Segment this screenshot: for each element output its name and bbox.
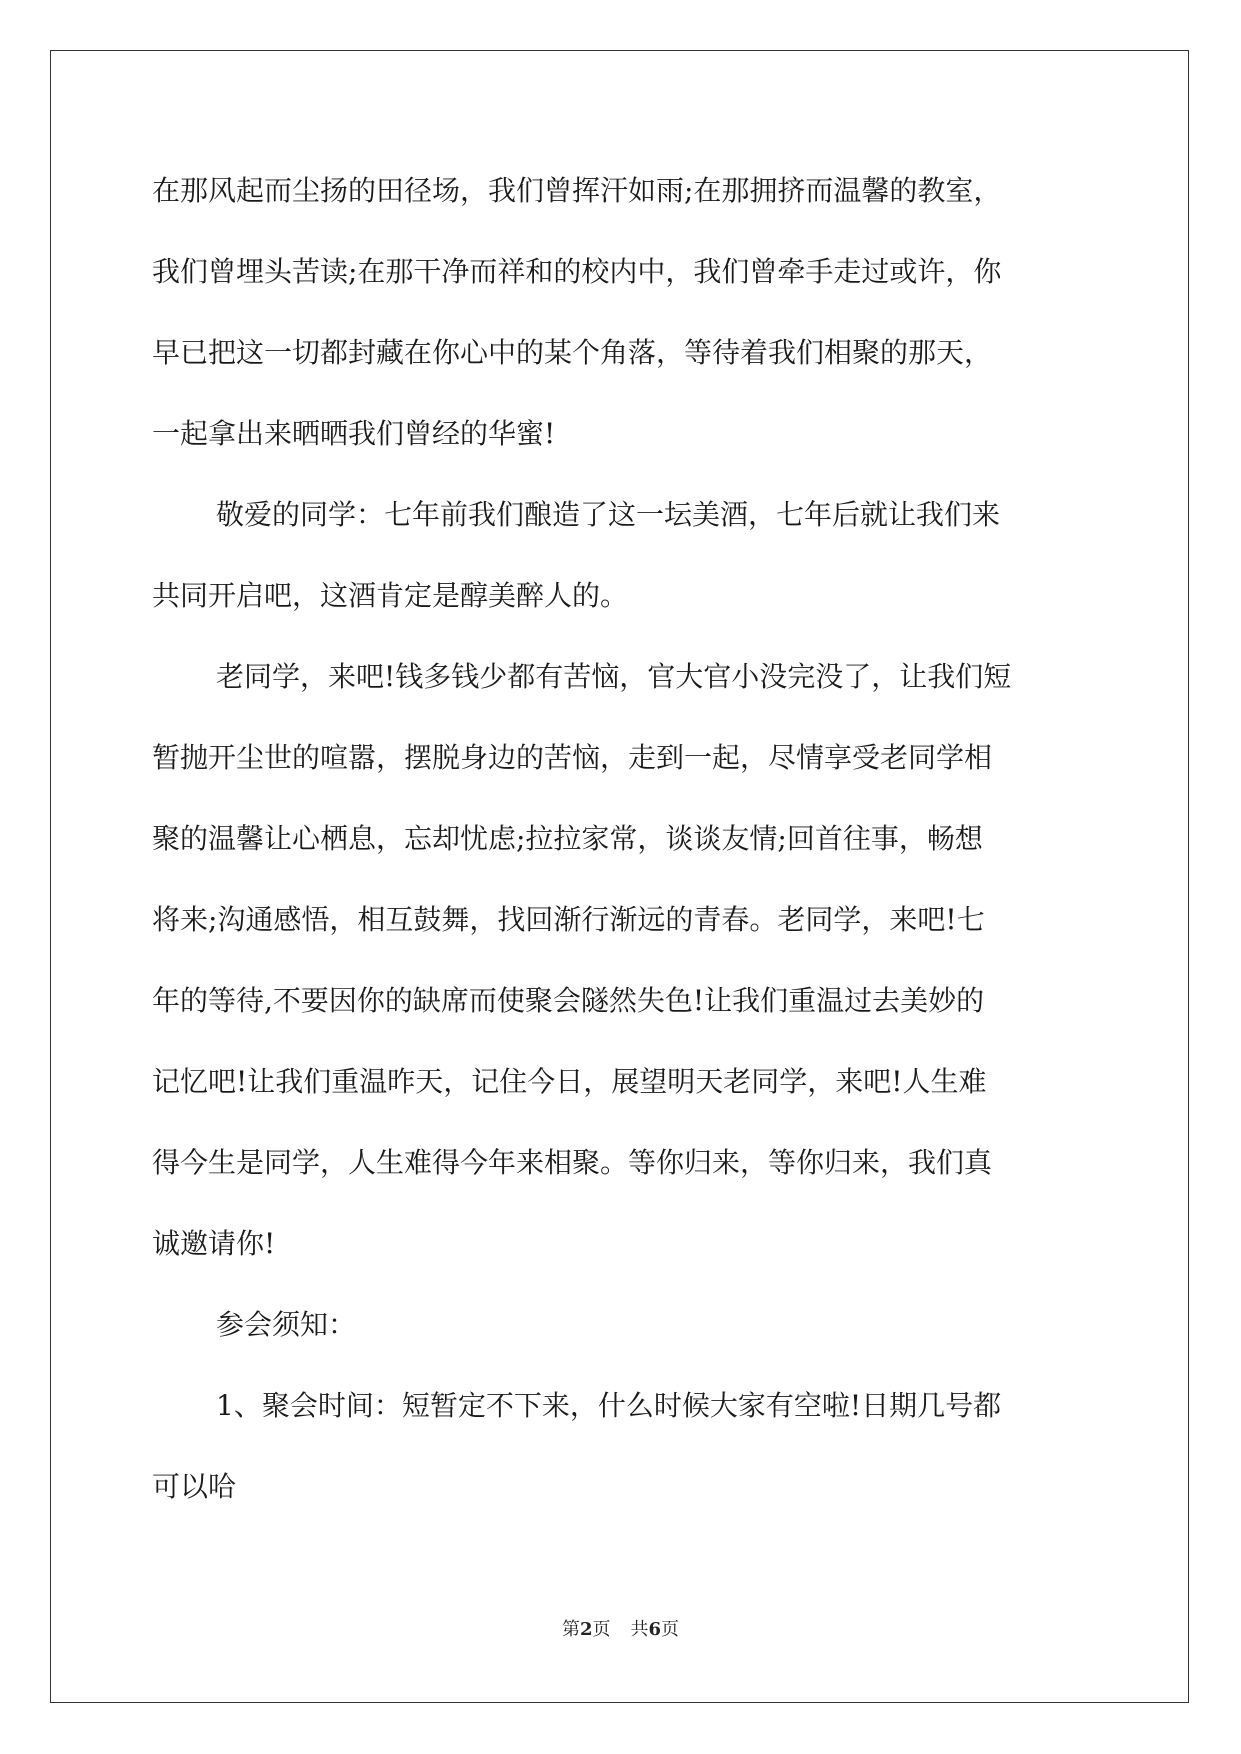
page-number: 2: [579, 1619, 593, 1640]
text-line: 我们曾埋头苦读;在那干净而祥和的校内中，我们曾牵手走过或许，你: [152, 255, 1002, 288]
document-body: [152, 163, 1092, 1540]
text-line: 年的等待,不要因你的缺席而使聚会隧然失色!让我们重温过去美妙的: [152, 984, 985, 1017]
text-line: 一起拿出来晒晒我们曾经的华蜜!: [152, 417, 556, 450]
text-line: 在那风起而尘扬的田径场，我们曾挥汗如雨;在那拥挤而温馨的教室，: [152, 174, 1002, 207]
text-line: 得今生是同学，人生难得今年来相聚。等你归来，等你归来，我们真: [152, 1146, 993, 1179]
page-suffix: 页: [592, 1619, 611, 1640]
total-pages: 6: [648, 1619, 662, 1640]
text-line: 共同开启吧，这酒肯定是醇美醉人的。: [152, 579, 629, 612]
text-line: 记忆吧!让我们重温昨天，记住今日，展望明天老同学，来吧!人生难: [152, 1065, 987, 1098]
page-prefix: 第: [561, 1619, 580, 1640]
text-line: 1、聚会时间：短暂定不下来，什么时候大家有空啦!日期几号都: [216, 1389, 1002, 1422]
text-line: 敬爱的同学：七年前我们酿造了这一坛美酒，七年后就让我们来: [216, 498, 1001, 531]
text-line: 聚的温馨让心栖息，忘却忧虑;拉拉家常，谈谈友情;回首往事，畅想: [152, 822, 983, 855]
text-line: 早已把这一切都封藏在你心中的某个角落，等待着我们相聚的那天，: [152, 336, 993, 369]
text-line: 暂抛开尘世的喧嚣，摆脱身边的苦恼，走到一起，尽情享受老同学相: [152, 741, 993, 774]
total-prefix: 共: [630, 1619, 649, 1640]
page-footer: [0, 1618, 1241, 1642]
text-line: 将来;沟通感悟，相互鼓舞，找回渐行渐远的青春。老同学，来吧!七: [152, 903, 985, 936]
text-line: 老同学，来吧!钱多钱少都有苦恼，官大官小没完没了，让我们短: [216, 660, 1012, 693]
text-line: 可以哈: [152, 1470, 237, 1503]
total-suffix: 页: [661, 1619, 680, 1640]
text-line: 诚邀请你!: [152, 1227, 276, 1260]
text-line: 参会须知：: [216, 1308, 357, 1341]
